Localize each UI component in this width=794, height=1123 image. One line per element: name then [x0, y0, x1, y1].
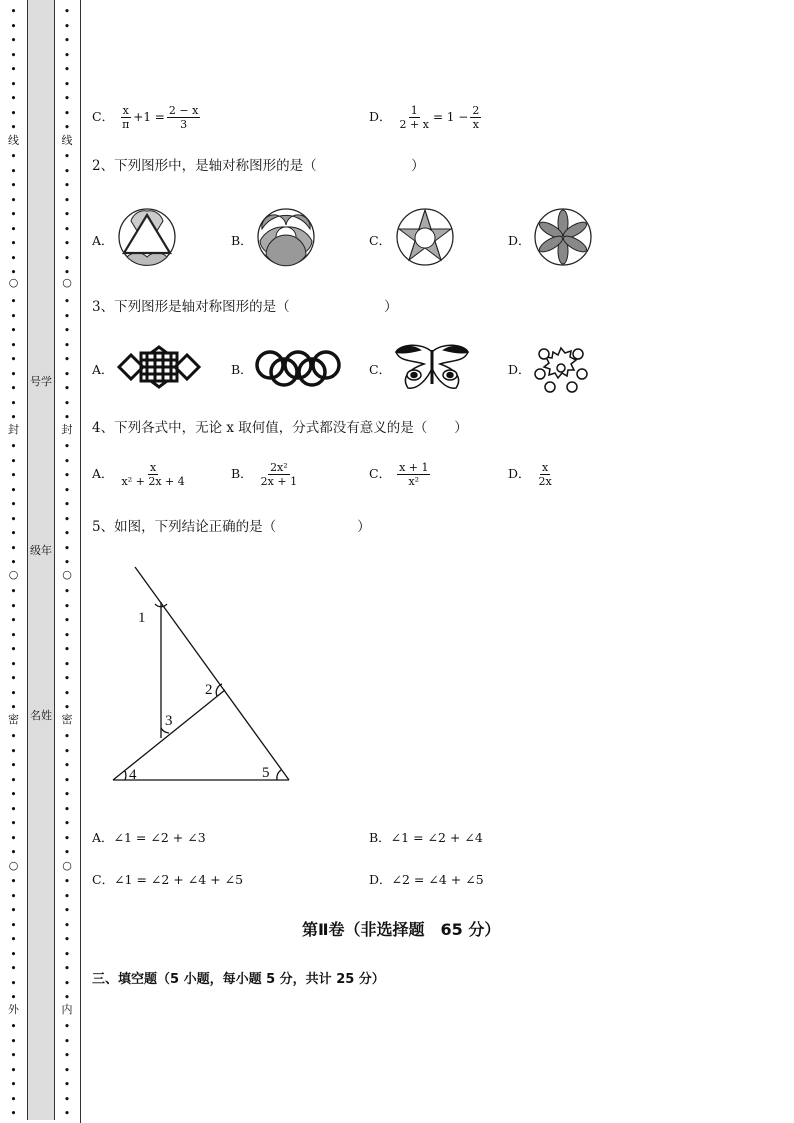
frac-num: x [542, 461, 549, 474]
binding-dot: • [10, 730, 17, 743]
binding-dot: • [63, 991, 71, 1004]
binding-dot: • [63, 397, 71, 410]
q5-stem: 5、如图，下列结论正确的是（ ） [92, 519, 371, 535]
binding-dot: • [63, 165, 71, 178]
binding-dot: • [10, 165, 17, 178]
binding-dot: • [63, 1078, 71, 1091]
q1-option-c-label: C． [92, 109, 115, 124]
binding-dot: • [10, 194, 17, 207]
binding-circle: ○ [62, 568, 72, 581]
frac-num: 2 − x [168, 104, 199, 117]
binding-dot: • [63, 730, 71, 743]
q4-option-c-label: C． [369, 466, 392, 481]
q4-stem: 4、下列各式中，无论 x 取何值，分式都没有意义的是（ ） [92, 420, 468, 436]
binding-dot: • [10, 397, 17, 410]
section3-heading: 三、填空题（5 小题，每小题 5 分，共计 25 分） [92, 972, 385, 987]
binding-dot: • [63, 179, 71, 192]
binding-circle: ○ [62, 276, 72, 289]
binding-dot: • [10, 63, 17, 76]
binding-dot: • [10, 295, 17, 308]
binding-dot: • [63, 266, 71, 279]
binding-dot: • [10, 658, 17, 671]
binding-dot: • [10, 1020, 17, 1033]
binding-label: 线 [61, 134, 73, 147]
binding-dot: • [10, 1035, 17, 1048]
binding-label: 封 [61, 423, 73, 436]
binding-dot: • [63, 455, 71, 468]
frac-den: 2x [538, 475, 552, 488]
q3-figure-c-butterfly [394, 342, 470, 392]
binding-dot: • [63, 78, 71, 91]
binding-dot: • [63, 600, 71, 613]
q4-option-d [508, 461, 556, 488]
q4-option-c [369, 461, 432, 488]
binding-dot: • [10, 252, 17, 265]
angle-label-1: 1 [138, 610, 146, 626]
binding-dot: • [63, 687, 71, 700]
binding-dot: • [63, 339, 71, 352]
binding-dot: • [63, 5, 71, 18]
frac-num: x + 1 [399, 461, 429, 474]
q4-option-b-label: B． [231, 466, 253, 481]
q5-triangle-diagram [105, 560, 305, 790]
q2-figure-b-circle-swirl [256, 207, 316, 267]
binding-dot: • [63, 440, 71, 453]
binding-label: 密 [61, 713, 73, 726]
binding-dot: • [63, 904, 71, 917]
binding-dot: • [10, 223, 17, 236]
binding-dot: • [10, 890, 17, 903]
binding-dot: • [63, 542, 71, 555]
q3-option-c-label: C． [369, 362, 392, 377]
binding-outer-column [0, 0, 27, 1123]
binding-info-strip [27, 0, 55, 1120]
binding-dot: • [63, 107, 71, 120]
binding-dot: • [10, 962, 17, 975]
binding-dot: • [10, 933, 17, 946]
binding-dot: • [63, 382, 71, 395]
angle-label-4: 4 [129, 767, 137, 783]
binding-dot: • [63, 890, 71, 903]
binding-dot: • [10, 121, 17, 134]
binding-dot: • [10, 310, 17, 323]
binding-dot: • [10, 368, 17, 381]
binding-dot: • [63, 846, 71, 859]
binding-dot: • [63, 614, 71, 627]
frac-num: 2 [472, 104, 480, 117]
frac-den: 2x + 1 [260, 475, 298, 488]
binding-label: 内 [61, 1003, 73, 1016]
binding-dot: • [63, 701, 71, 714]
binding-dot: • [10, 875, 17, 888]
binding-dot: • [63, 1035, 71, 1048]
q1-option-d-label: D． [369, 109, 392, 124]
frac-den: x² [408, 475, 420, 488]
binding-dot: • [10, 556, 17, 569]
math-op: = 1 − [432, 110, 469, 124]
binding-dot: • [63, 745, 71, 758]
field-name: 名姓 [30, 709, 52, 722]
binding-dot: • [10, 179, 17, 192]
binding-dot: • [63, 585, 71, 598]
q2-figure-c-star-circle [395, 207, 455, 267]
q2-option-a-label: A． [92, 233, 114, 248]
q5-option-c: C．∠1 = ∠2 + ∠4 + ∠5 [92, 872, 244, 887]
binding-dot: • [10, 846, 17, 859]
q5-option-d: D．∠2 = ∠4 + ∠5 [369, 872, 484, 887]
frac-den: x² + 2x + 4 [121, 475, 185, 488]
q5-option-a: A．∠1 = ∠2 + ∠3 [92, 830, 206, 845]
binding-dot: • [63, 63, 71, 76]
binding-dot: • [10, 701, 17, 714]
field-student-number: 号学 [30, 375, 52, 388]
frac-num: x [150, 461, 157, 474]
binding-dot: • [10, 237, 17, 250]
binding-dot: • [10, 687, 17, 700]
binding-dot: • [10, 1107, 17, 1120]
binding-dot: • [63, 469, 71, 482]
q2-option-d-label: D． [508, 233, 531, 248]
binding-dot: • [10, 150, 17, 163]
frac-den: π [122, 118, 130, 131]
binding-dot: • [63, 223, 71, 236]
frac-num: 1 [410, 104, 418, 117]
binding-dot: • [10, 339, 17, 352]
binding-dot: • [63, 527, 71, 540]
binding-dot: • [10, 1078, 17, 1091]
binding-dot: • [63, 1049, 71, 1062]
binding-circle: ○ [8, 568, 19, 581]
binding-dot: • [10, 1093, 17, 1106]
binding-dot: • [10, 469, 17, 482]
binding-label: 封 [8, 423, 19, 436]
binding-dot: • [10, 107, 17, 120]
binding-dot: • [63, 353, 71, 366]
binding-dot: • [63, 933, 71, 946]
q4-option-a-label: A． [92, 466, 114, 481]
binding-dot: • [63, 788, 71, 801]
q3-stem: 3、下列图形是轴对称图形的是（ ） [92, 299, 398, 315]
binding-dot: • [63, 513, 71, 526]
binding-dot: • [10, 1064, 17, 1077]
binding-label: 线 [8, 134, 19, 147]
binding-dot: • [10, 34, 17, 47]
q2-stem: 2、下列图形中，是轴对称图形的是（ ） [92, 158, 425, 174]
binding-label: 密 [8, 713, 19, 726]
binding-dot: • [10, 92, 17, 105]
binding-dot: • [63, 1064, 71, 1077]
binding-dot: • [10, 411, 17, 424]
binding-dot: • [10, 455, 17, 468]
binding-dot: • [63, 919, 71, 932]
q3-option-b-label: B． [231, 362, 253, 377]
binding-dot: • [63, 774, 71, 787]
binding-dot: • [63, 484, 71, 497]
binding-dot: • [10, 542, 17, 555]
binding-dot: • [63, 194, 71, 207]
binding-dot: • [63, 875, 71, 888]
binding-dot: • [63, 1107, 71, 1120]
q2-figure-a-circle-triangle [117, 207, 177, 267]
binding-dot: • [63, 150, 71, 163]
binding-dot: • [10, 919, 17, 932]
binding-label: 外 [8, 1003, 19, 1016]
binding-dot: • [63, 498, 71, 511]
binding-dot: • [10, 774, 17, 787]
frac-den: 2 + x [399, 118, 429, 131]
binding-dot: • [63, 208, 71, 221]
binding-dot: • [10, 353, 17, 366]
binding-dot: • [10, 803, 17, 816]
binding-dot: • [63, 672, 71, 685]
binding-dot: • [10, 817, 17, 830]
binding-dot: • [63, 1093, 71, 1106]
binding-dot: • [10, 585, 17, 598]
binding-dot: • [10, 991, 17, 1004]
q4-option-b [231, 461, 301, 488]
binding-dot: • [10, 614, 17, 627]
binding-dot: • [10, 20, 17, 33]
binding-dot: • [63, 324, 71, 337]
binding-dot: • [63, 411, 71, 424]
binding-dot: • [10, 904, 17, 917]
binding-dot: • [63, 803, 71, 816]
binding-dot: • [10, 324, 17, 337]
q1-option-d [369, 104, 483, 131]
binding-dot: • [10, 832, 17, 845]
binding-dot: • [63, 310, 71, 323]
binding-dot: • [10, 5, 17, 18]
binding-dot: • [63, 643, 71, 656]
binding-dot: • [63, 1020, 71, 1033]
binding-dot: • [10, 948, 17, 961]
binding-dot: • [10, 672, 17, 685]
q3-figure-b-olympic-rings [255, 349, 341, 387]
binding-dot: • [63, 49, 71, 62]
q4-option-a [92, 461, 189, 488]
math-op: +1 = [133, 110, 165, 124]
binding-dot: • [10, 745, 17, 758]
binding-dot: • [10, 382, 17, 395]
binding-dot: • [63, 658, 71, 671]
binding-dot: • [10, 440, 17, 453]
frac-num: x [122, 104, 129, 117]
binding-dot: • [10, 208, 17, 221]
frac-num: 2x² [270, 461, 288, 474]
binding-dot: • [10, 600, 17, 613]
q1-option-c [92, 104, 202, 131]
q3-option-a-label: A． [92, 362, 114, 377]
binding-dot: • [10, 266, 17, 279]
binding-dot: • [63, 629, 71, 642]
binding-circle: ○ [62, 859, 72, 872]
binding-dot: • [63, 556, 71, 569]
binding-dot: • [10, 527, 17, 540]
part2-title: 第Ⅱ卷（非选择题 65 分） [302, 920, 501, 939]
field-grade: 级年 [30, 544, 52, 557]
binding-circle: ○ [8, 859, 19, 872]
binding-dot: • [10, 484, 17, 497]
binding-dot: • [10, 78, 17, 91]
frac-den: x [472, 118, 479, 131]
binding-dot: • [63, 92, 71, 105]
binding-inner-column [54, 0, 81, 1123]
q5-option-b: B．∠1 = ∠2 + ∠4 [369, 830, 483, 845]
q2-option-c-label: C． [369, 233, 392, 248]
binding-dot: • [63, 20, 71, 33]
binding-dot: • [63, 121, 71, 134]
q2-figure-d-flower [533, 207, 593, 267]
binding-dot: • [10, 1049, 17, 1062]
binding-dot: • [63, 817, 71, 830]
binding-dot: • [63, 759, 71, 772]
binding-circle: ○ [8, 276, 19, 289]
binding-dot: • [10, 513, 17, 526]
binding-dot: • [63, 295, 71, 308]
q2-option-b-label: B． [231, 233, 253, 248]
q4-option-d-label: D． [508, 466, 531, 481]
binding-dot: • [63, 34, 71, 47]
binding-dot: • [10, 759, 17, 772]
binding-dot: • [10, 49, 17, 62]
binding-dot: • [63, 832, 71, 845]
q3-figure-d-snowflake [532, 344, 590, 394]
binding-dot: • [10, 788, 17, 801]
q3-option-d-label: D． [508, 362, 531, 377]
q3-figure-a-chinese-knot [117, 345, 201, 389]
frac-den: 3 [180, 118, 188, 131]
angle-label-2: 2 [205, 682, 213, 698]
binding-dot: • [63, 252, 71, 265]
binding-dot: • [63, 237, 71, 250]
binding-dot: • [63, 962, 71, 975]
binding-dot: • [63, 977, 71, 990]
binding-dot: • [10, 629, 17, 642]
binding-dot: • [10, 643, 17, 656]
angle-label-5: 5 [262, 765, 270, 781]
binding-dot: • [10, 977, 17, 990]
angle-label-3: 3 [165, 713, 173, 729]
binding-dot: • [63, 948, 71, 961]
binding-dot: • [63, 368, 71, 381]
binding-dot: • [10, 498, 17, 511]
